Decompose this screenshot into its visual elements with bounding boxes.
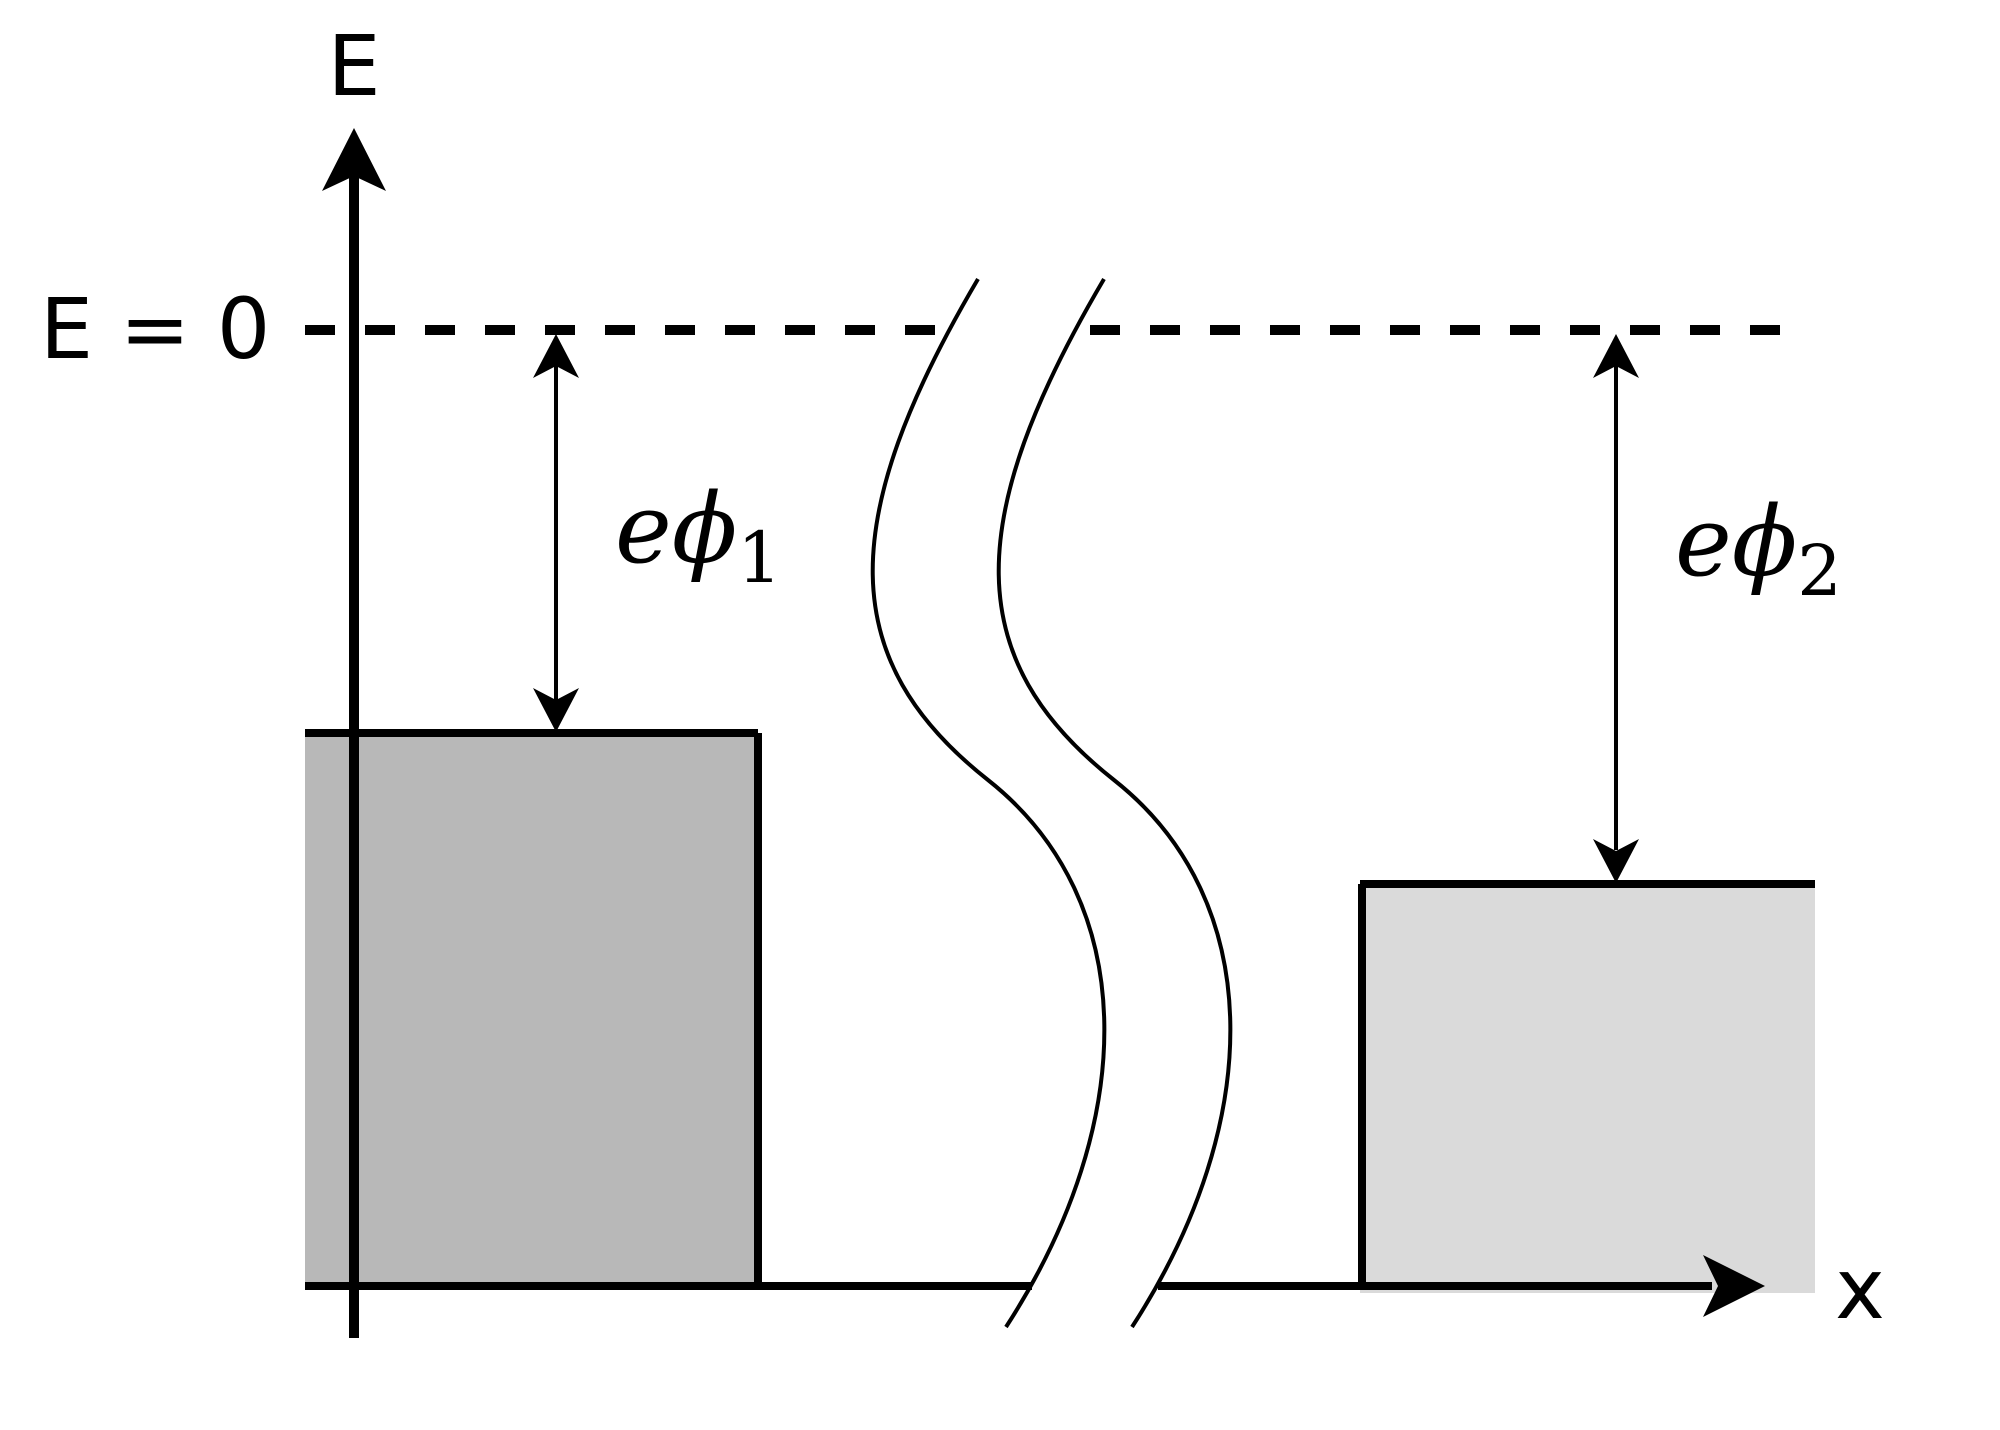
work-function-2-subscript: 2 [1797,530,1842,612]
vacuum-level-label: E = 0 [40,280,271,378]
axis-break-right-curve [999,279,1231,1327]
work-function-1-symbol: eϕ [615,473,738,585]
energy-axis-label: E [327,17,381,115]
x-axis-label: x [1835,1240,1885,1338]
work-function-2-label [1675,486,1842,612]
metal-1-region [305,733,757,1286]
work-function-1-subscript: 1 [737,517,782,599]
work-function-2-symbol: eϕ [1675,486,1798,598]
work-function-1-label [615,473,782,599]
axis-break-left-curve [873,279,1105,1327]
metal-2-region [1360,883,1815,1293]
